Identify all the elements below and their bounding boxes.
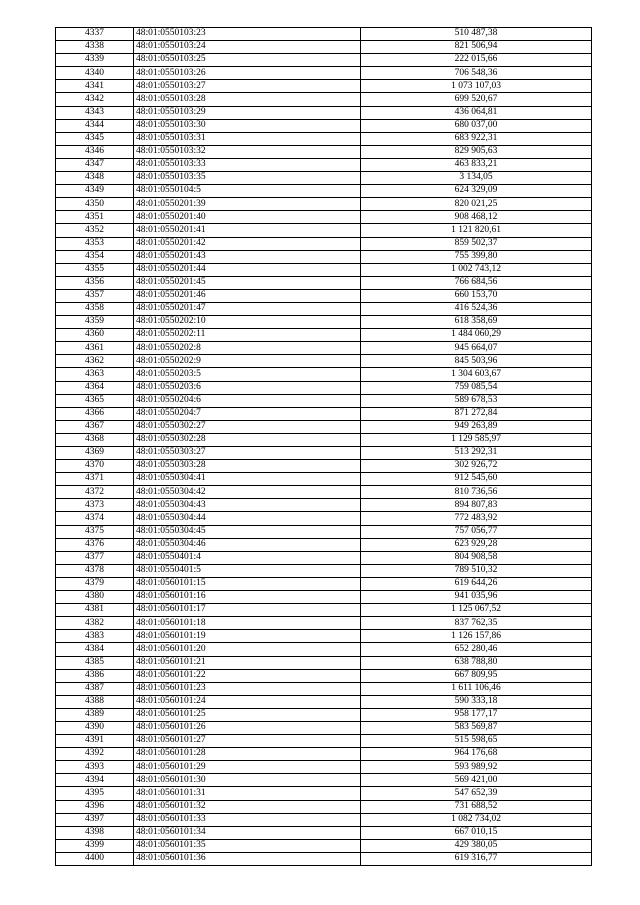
cadastral-number-cell: 48:01:0550304:44 <box>134 512 361 525</box>
row-number-cell: 4348 <box>56 172 134 185</box>
table-row <box>56 211 592 224</box>
row-number-cell: 4359 <box>56 316 134 329</box>
row-number-cell: 4345 <box>56 132 134 145</box>
table-row <box>56 250 592 263</box>
cadastral-value-cell: 667 010,15 <box>361 826 592 839</box>
table-row <box>56 748 592 761</box>
cadastral-value-cell: 680 037,00 <box>361 119 592 132</box>
row-number-cell: 4374 <box>56 512 134 525</box>
row-number-cell: 4349 <box>56 185 134 198</box>
table-row <box>56 643 592 656</box>
row-number-cell: 4351 <box>56 211 134 224</box>
table-row <box>56 433 592 446</box>
cadastral-value-cell: 941 035,96 <box>361 591 592 604</box>
table-row <box>56 342 592 355</box>
cadastral-number-cell: 48:01:0550201:44 <box>134 263 361 276</box>
cadastral-value-cell: 3 134,05 <box>361 172 592 185</box>
cadastral-value-cell: 766 684,56 <box>361 276 592 289</box>
table-row <box>56 708 592 721</box>
table-row <box>56 368 592 381</box>
table-row <box>56 695 592 708</box>
cadastral-number-cell: 48:01:0560101:34 <box>134 826 361 839</box>
cadastral-number-cell: 48:01:0550104:5 <box>134 185 361 198</box>
cadastral-number-cell: 48:01:0560101:32 <box>134 800 361 813</box>
table-row <box>56 721 592 734</box>
cadastral-number-cell: 48:01:0560101:22 <box>134 669 361 682</box>
cadastral-number-cell: 48:01:0550304:41 <box>134 473 361 486</box>
cadastral-number-cell: 48:01:0560101:30 <box>134 774 361 787</box>
table-row <box>56 224 592 237</box>
cadastral-number-cell: 48:01:0560101:31 <box>134 787 361 800</box>
cadastral-number-cell: 48:01:0560101:23 <box>134 682 361 695</box>
table-row <box>56 826 592 839</box>
row-number-cell: 4376 <box>56 538 134 551</box>
row-number-cell: 4338 <box>56 41 134 54</box>
table-row <box>56 473 592 486</box>
table-row <box>56 145 592 158</box>
cadastral-number-cell: 48:01:0550103:27 <box>134 80 361 93</box>
row-number-cell: 4347 <box>56 158 134 171</box>
cadastral-number-cell: 48:01:0550201:42 <box>134 237 361 250</box>
cadastral-number-cell: 48:01:0560101:26 <box>134 721 361 734</box>
row-number-cell: 4353 <box>56 237 134 250</box>
row-number-cell: 4375 <box>56 525 134 538</box>
cadastral-value-cell: 590 333,18 <box>361 695 592 708</box>
cadastral-number-cell: 48:01:0560101:20 <box>134 643 361 656</box>
row-number-cell: 4357 <box>56 289 134 302</box>
row-number-cell: 4385 <box>56 656 134 669</box>
cadastral-number-cell: 48:01:0560101:29 <box>134 761 361 774</box>
cadastral-number-cell: 48:01:0560101:16 <box>134 591 361 604</box>
table-row <box>56 525 592 538</box>
cadastral-value-cell: 569 421,00 <box>361 774 592 787</box>
cadastral-value-cell: 699 520,67 <box>361 93 592 106</box>
cadastral-value-cell: 463 833,21 <box>361 158 592 171</box>
cadastral-value-cell: 302 926,72 <box>361 460 592 473</box>
cadastral-number-cell: 48:01:0560101:33 <box>134 813 361 826</box>
row-number-cell: 4367 <box>56 420 134 433</box>
row-number-cell: 4392 <box>56 748 134 761</box>
row-number-cell: 4352 <box>56 224 134 237</box>
row-number-cell: 4395 <box>56 787 134 800</box>
cadastral-value-cell: 638 788,80 <box>361 656 592 669</box>
table-row <box>56 800 592 813</box>
cadastral-number-cell: 48:01:0550204:7 <box>134 407 361 420</box>
table-row <box>56 132 592 145</box>
cadastral-number-cell: 48:01:0550103:26 <box>134 67 361 80</box>
table-row <box>56 735 592 748</box>
cadastral-number-cell: 48:01:0550204:6 <box>134 394 361 407</box>
row-number-cell: 4393 <box>56 761 134 774</box>
cadastral-value-cell: 683 922,31 <box>361 132 592 145</box>
row-number-cell: 4363 <box>56 368 134 381</box>
row-number-cell: 4358 <box>56 302 134 315</box>
row-number-cell: 4339 <box>56 54 134 67</box>
row-number-cell: 4344 <box>56 119 134 132</box>
cadastral-value-cell: 436 064,81 <box>361 106 592 119</box>
row-number-cell: 4360 <box>56 329 134 342</box>
cadastral-value-cell: 623 929,28 <box>361 538 592 551</box>
cadastral-number-cell: 48:01:0550103:24 <box>134 41 361 54</box>
row-number-cell: 4380 <box>56 591 134 604</box>
cadastral-number-cell: 48:01:0550103:25 <box>134 54 361 67</box>
cadastral-number-cell: 48:01:0550202:10 <box>134 316 361 329</box>
row-number-cell: 4389 <box>56 708 134 721</box>
table-row <box>56 630 592 643</box>
cadastral-value-cell: 772 483,92 <box>361 512 592 525</box>
row-number-cell: 4383 <box>56 630 134 643</box>
table-row <box>56 839 592 852</box>
cadastral-number-cell: 48:01:0560101:15 <box>134 577 361 590</box>
table-row <box>56 538 592 551</box>
cadastral-value-cell: 652 280,46 <box>361 643 592 656</box>
cadastral-number-cell: 48:01:0550103:29 <box>134 106 361 119</box>
cadastral-value-cell: 1 002 743,12 <box>361 263 592 276</box>
cadastral-number-cell: 48:01:0560101:36 <box>134 852 361 865</box>
table-row <box>56 276 592 289</box>
cadastral-number-cell: 48:01:0560101:35 <box>134 839 361 852</box>
table-row <box>56 172 592 185</box>
row-number-cell: 4341 <box>56 80 134 93</box>
cadastral-number-cell: 48:01:0550202:9 <box>134 355 361 368</box>
cadastral-value-cell: 1 129 585,97 <box>361 433 592 446</box>
cadastral-number-cell: 48:01:0560101:27 <box>134 735 361 748</box>
row-number-cell: 4354 <box>56 250 134 263</box>
cadastral-value-cell: 660 153,70 <box>361 289 592 302</box>
row-number-cell: 4370 <box>56 460 134 473</box>
table-row <box>56 774 592 787</box>
cadastral-number-cell: 48:01:0560101:19 <box>134 630 361 643</box>
cadastral-value-cell: 757 056,77 <box>361 525 592 538</box>
row-number-cell: 4398 <box>56 826 134 839</box>
cadastral-number-cell: 48:01:0550304:46 <box>134 538 361 551</box>
cadastral-value-cell: 1 126 157,86 <box>361 630 592 643</box>
cadastral-value-cell: 1 484 060,29 <box>361 329 592 342</box>
table-row <box>56 551 592 564</box>
table-row <box>56 656 592 669</box>
row-number-cell: 4350 <box>56 198 134 211</box>
table-row <box>56 486 592 499</box>
row-number-cell: 4342 <box>56 93 134 106</box>
table-row <box>56 460 592 473</box>
cadastral-value-cell: 619 644,26 <box>361 577 592 590</box>
cadastral-number-cell: 48:01:0550401:4 <box>134 551 361 564</box>
row-number-cell: 4364 <box>56 381 134 394</box>
cadastral-value-cell: 513 292,31 <box>361 447 592 460</box>
cadastral-value-cell: 789 510,32 <box>361 564 592 577</box>
cadastral-value-cell: 731 688,52 <box>361 800 592 813</box>
cadastral-value-cell: 416 524,36 <box>361 302 592 315</box>
cadastral-number-cell: 48:01:0550202:11 <box>134 329 361 342</box>
table-row <box>56 302 592 315</box>
table-row <box>56 813 592 826</box>
table-row <box>56 119 592 132</box>
table-row <box>56 158 592 171</box>
cadastral-number-cell: 48:01:0550401:5 <box>134 564 361 577</box>
cadastral-number-cell: 48:01:0550103:33 <box>134 158 361 171</box>
cadastral-value-cell: 912 545,60 <box>361 473 592 486</box>
table-row <box>56 591 592 604</box>
row-number-cell: 4381 <box>56 604 134 617</box>
cadastral-number-cell: 48:01:0550103:32 <box>134 145 361 158</box>
cadastral-number-cell: 48:01:0560101:17 <box>134 604 361 617</box>
table-row <box>56 80 592 93</box>
cadastral-number-cell: 48:01:0550304:43 <box>134 499 361 512</box>
cadastral-value-cell: 837 762,35 <box>361 617 592 630</box>
table-row <box>56 604 592 617</box>
cadastral-number-cell: 48:01:0550201:45 <box>134 276 361 289</box>
cadastral-value-cell: 949 263,89 <box>361 420 592 433</box>
table-row <box>56 682 592 695</box>
cadastral-value-cell: 1 073 107,03 <box>361 80 592 93</box>
row-number-cell: 4373 <box>56 499 134 512</box>
cadastral-value-cell: 908 468,12 <box>361 211 592 224</box>
cadastral-value-cell: 829 905,63 <box>361 145 592 158</box>
row-number-cell: 4365 <box>56 394 134 407</box>
cadastral-value-cell: 821 506,94 <box>361 41 592 54</box>
row-number-cell: 4337 <box>56 28 134 41</box>
table-row <box>56 198 592 211</box>
row-number-cell: 4397 <box>56 813 134 826</box>
row-number-cell: 4343 <box>56 106 134 119</box>
row-number-cell: 4356 <box>56 276 134 289</box>
cadastral-value-cell: 964 176,68 <box>361 748 592 761</box>
cadastral-value-cell: 859 502,37 <box>361 237 592 250</box>
cadastral-value-cell: 515 598,65 <box>361 735 592 748</box>
cadastral-value-cell: 667 809,95 <box>361 669 592 682</box>
row-number-cell: 4390 <box>56 721 134 734</box>
row-number-cell: 4366 <box>56 407 134 420</box>
cadastral-value-cell: 1 082 734,02 <box>361 813 592 826</box>
row-number-cell: 4377 <box>56 551 134 564</box>
row-number-cell: 4399 <box>56 839 134 852</box>
cadastral-number-cell: 48:01:0550203:6 <box>134 381 361 394</box>
row-number-cell: 4382 <box>56 617 134 630</box>
cadastral-value-cell: 706 548,36 <box>361 67 592 80</box>
table-row <box>56 761 592 774</box>
cadastral-number-cell: 48:01:0550303:27 <box>134 447 361 460</box>
row-number-cell: 4340 <box>56 67 134 80</box>
cadastral-number-cell: 48:01:0560101:28 <box>134 748 361 761</box>
row-number-cell: 4394 <box>56 774 134 787</box>
cadastral-value-cell: 624 329,09 <box>361 185 592 198</box>
row-number-cell: 4368 <box>56 433 134 446</box>
cadastral-number-cell: 48:01:0550201:47 <box>134 302 361 315</box>
table-row <box>56 394 592 407</box>
table-row <box>56 512 592 525</box>
row-number-cell: 4396 <box>56 800 134 813</box>
cadastral-value-cell: 945 664,07 <box>361 342 592 355</box>
cadastral-number-cell: 48:01:0560101:24 <box>134 695 361 708</box>
table-row <box>56 28 592 41</box>
cadastral-value-cell: 222 015,66 <box>361 54 592 67</box>
cadastral-value-cell: 1 125 067,52 <box>361 604 592 617</box>
cadastral-value-cell: 510 487,38 <box>361 28 592 41</box>
row-number-cell: 4387 <box>56 682 134 695</box>
cadastral-number-cell: 48:01:0550201:43 <box>134 250 361 263</box>
cadastral-value-cell: 845 503,96 <box>361 355 592 368</box>
cadastral-value-cell: 547 652,39 <box>361 787 592 800</box>
cadastral-value-cell: 619 316,77 <box>361 852 592 865</box>
cadastral-value-cell: 1 121 820,61 <box>361 224 592 237</box>
table-body <box>56 28 592 866</box>
table-row <box>56 617 592 630</box>
table-row <box>56 577 592 590</box>
cadastral-value-cell: 759 085,54 <box>361 381 592 394</box>
row-number-cell: 4388 <box>56 695 134 708</box>
row-number-cell: 4355 <box>56 263 134 276</box>
table-row <box>56 564 592 577</box>
table-row <box>56 447 592 460</box>
cadastral-number-cell: 48:01:0550201:41 <box>134 224 361 237</box>
row-number-cell: 4386 <box>56 669 134 682</box>
table-row <box>56 787 592 800</box>
cadastral-value-cell: 958 177,17 <box>361 708 592 721</box>
cadastral-number-cell: 48:01:0550203:5 <box>134 368 361 381</box>
cadastral-value-cell: 820 021,25 <box>361 198 592 211</box>
row-number-cell: 4372 <box>56 486 134 499</box>
table-row <box>56 237 592 250</box>
cadastral-value-cell: 871 272,84 <box>361 407 592 420</box>
cadastral-value-cell: 583 569,87 <box>361 721 592 734</box>
cadastral-value-cell: 429 380,05 <box>361 839 592 852</box>
table-row <box>56 316 592 329</box>
cadastral-value-cell: 894 807,83 <box>361 499 592 512</box>
cadastral-number-cell: 48:01:0560101:21 <box>134 656 361 669</box>
cadastral-value-cell: 1 611 106,46 <box>361 682 592 695</box>
cadastral-value-cell: 804 908,58 <box>361 551 592 564</box>
table-row <box>56 185 592 198</box>
cadastral-value-cell: 755 399,80 <box>361 250 592 263</box>
table-row <box>56 93 592 106</box>
table-row <box>56 263 592 276</box>
table-row <box>56 329 592 342</box>
row-number-cell: 4379 <box>56 577 134 590</box>
table-row <box>56 106 592 119</box>
cadastral-value-cell: 589 678,53 <box>361 394 592 407</box>
cadastral-number-cell: 48:01:0560101:25 <box>134 708 361 721</box>
cadastral-number-cell: 48:01:0550103:28 <box>134 93 361 106</box>
table-row <box>56 355 592 368</box>
row-number-cell: 4371 <box>56 473 134 486</box>
cadastral-value-cell: 593 989,92 <box>361 761 592 774</box>
cadastral-number-cell: 48:01:0550303:28 <box>134 460 361 473</box>
row-number-cell: 4369 <box>56 447 134 460</box>
row-number-cell: 4346 <box>56 145 134 158</box>
table-row <box>56 54 592 67</box>
cadastral-value-cell: 810 736,56 <box>361 486 592 499</box>
table-row <box>56 852 592 865</box>
row-number-cell: 4362 <box>56 355 134 368</box>
table-row <box>56 669 592 682</box>
cadastral-number-cell: 48:01:0550103:23 <box>134 28 361 41</box>
cadastral-number-cell: 48:01:0550201:39 <box>134 198 361 211</box>
row-number-cell: 4384 <box>56 643 134 656</box>
table-row <box>56 407 592 420</box>
cadastral-value-cell: 1 304 603,67 <box>361 368 592 381</box>
cadastral-number-cell: 48:01:0550103:35 <box>134 172 361 185</box>
table-row <box>56 67 592 80</box>
cadastral-number-cell: 48:01:0550302:28 <box>134 433 361 446</box>
cadastral-value-table <box>55 27 592 866</box>
table-row <box>56 420 592 433</box>
table-row <box>56 289 592 302</box>
cadastral-number-cell: 48:01:0550201:46 <box>134 289 361 302</box>
table-row <box>56 41 592 54</box>
row-number-cell: 4391 <box>56 735 134 748</box>
table-row <box>56 499 592 512</box>
cadastral-number-cell: 48:01:0550302:27 <box>134 420 361 433</box>
cadastral-number-cell: 48:01:0550202:8 <box>134 342 361 355</box>
cadastral-number-cell: 48:01:0560101:18 <box>134 617 361 630</box>
cadastral-number-cell: 48:01:0550103:31 <box>134 132 361 145</box>
cadastral-number-cell: 48:01:0550201:40 <box>134 211 361 224</box>
row-number-cell: 4378 <box>56 564 134 577</box>
cadastral-number-cell: 48:01:0550304:42 <box>134 486 361 499</box>
row-number-cell: 4400 <box>56 852 134 865</box>
cadastral-value-cell: 618 358,69 <box>361 316 592 329</box>
cadastral-number-cell: 48:01:0550304:45 <box>134 525 361 538</box>
row-number-cell: 4361 <box>56 342 134 355</box>
cadastral-number-cell: 48:01:0550103:30 <box>134 119 361 132</box>
table-row <box>56 381 592 394</box>
